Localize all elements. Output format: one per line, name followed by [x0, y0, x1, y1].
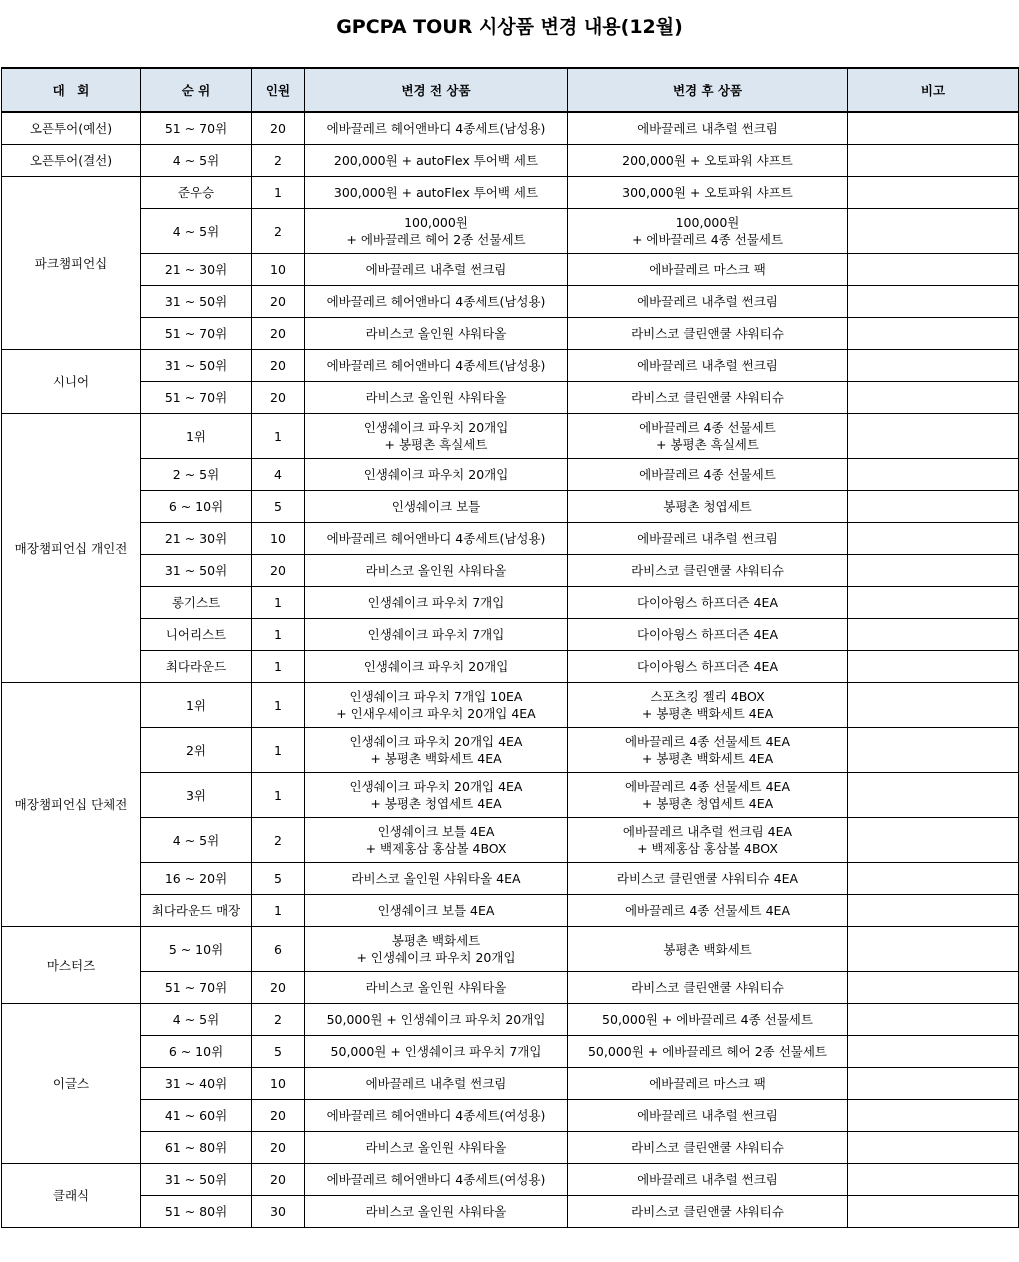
after-prize-line: + 에바끌레르 4종 선물세트	[631, 232, 784, 247]
after-prize-line: 에바끌레르 내추럴 썬크림	[637, 1172, 778, 1187]
count-cell: 1	[252, 177, 305, 209]
rank-cell: 4 ~ 5위	[141, 209, 252, 254]
before-prize-line: 에바끌레르 내추럴 썬크림	[365, 262, 507, 277]
table-row	[2, 491, 1019, 523]
table-row	[2, 1004, 1019, 1036]
after-prize-line: + 봉평촌 흑실세트	[656, 437, 759, 452]
rank-cell: 4 ~ 5위	[141, 1004, 252, 1036]
after-prize-cell	[568, 773, 848, 818]
after-prize-line: 라비스코 클린앤쿨 샤워티슈	[631, 326, 784, 341]
after-prize-line: 100,000원	[675, 215, 740, 230]
note-cell	[848, 177, 1019, 209]
count-cell: 1	[252, 683, 305, 728]
after-prize-line: 에바끌레르 내추럴 썬크림	[637, 294, 778, 309]
after-prize-line: 에바끌레르 4종 선물세트 4EA	[624, 779, 791, 794]
after-prize-line: 다이아윙스 하프더즌 4EA	[636, 659, 779, 674]
rank-cell: 3위	[141, 773, 252, 818]
count-cell: 20	[252, 1132, 305, 1164]
count-cell: 5	[252, 863, 305, 895]
before-prize-line: 인생쉐이크 파우치 7개입	[367, 627, 505, 642]
count-cell: 10	[252, 1068, 305, 1100]
before-prize-cell	[305, 1100, 568, 1132]
count-cell: 20	[252, 972, 305, 1004]
after-prize-line: 다이아윙스 하프더즌 4EA	[636, 595, 779, 610]
count-cell: 1	[252, 773, 305, 818]
table-row	[2, 587, 1019, 619]
header-row	[2, 68, 1019, 112]
after-prize-cell	[568, 587, 848, 619]
note-cell	[848, 1068, 1019, 1100]
after-prize-cell	[568, 459, 848, 491]
table-row	[2, 728, 1019, 773]
before-prize-cell	[305, 1196, 568, 1228]
rank-cell: 준우승	[141, 177, 252, 209]
rank-cell: 4 ~ 5위	[141, 145, 252, 177]
after-prize-line: 200,000원 + 오토파워 샤프트	[622, 153, 793, 168]
before-prize-cell	[305, 318, 568, 350]
after-prize-line: 에바끌레르 내추럴 썬크림	[637, 1108, 778, 1123]
after-prize-cell	[568, 1068, 848, 1100]
note-cell	[848, 619, 1019, 651]
prize-change-table	[1, 67, 1019, 1228]
table-row	[2, 1036, 1019, 1068]
before-prize-cell	[305, 1004, 568, 1036]
after-prize-line: 에바끌레르 마스크 팩	[649, 1076, 766, 1091]
after-prize-cell	[568, 177, 848, 209]
note-cell	[848, 318, 1019, 350]
table-row	[2, 773, 1019, 818]
header-count: 인원	[252, 68, 305, 112]
before-prize-cell	[305, 491, 568, 523]
after-prize-line: 에바끌레르 4종 선물세트	[639, 420, 776, 435]
after-prize-cell	[568, 112, 848, 145]
table-row	[2, 1196, 1019, 1228]
note-cell	[848, 459, 1019, 491]
table-row	[2, 350, 1019, 382]
before-prize-cell	[305, 112, 568, 145]
after-prize-line: 라비스코 클린앤쿨 샤워티슈	[631, 1204, 784, 1219]
header-note: 비고	[848, 68, 1019, 112]
before-prize-line: 인생쉐이크 파우치 7개입	[367, 595, 505, 610]
tournament-cell: 마스터즈	[2, 927, 141, 1004]
after-prize-cell	[568, 1164, 848, 1196]
before-prize-cell	[305, 895, 568, 927]
table-row	[2, 555, 1019, 587]
before-prize-cell	[305, 1068, 568, 1100]
rank-cell: 51 ~ 70위	[141, 972, 252, 1004]
after-prize-line: 라비스코 클린앤쿨 샤워티슈 4EA	[616, 871, 799, 886]
rank-cell: 5 ~ 10위	[141, 927, 252, 972]
before-prize-cell	[305, 818, 568, 863]
count-cell: 4	[252, 459, 305, 491]
rank-cell: 21 ~ 30위	[141, 523, 252, 555]
before-prize-line: + 봉평촌 흑실세트	[384, 437, 488, 452]
count-cell: 5	[252, 491, 305, 523]
table-row	[2, 1100, 1019, 1132]
table-row	[2, 1132, 1019, 1164]
after-prize-cell	[568, 818, 848, 863]
count-cell: 2	[252, 209, 305, 254]
before-prize-cell	[305, 555, 568, 587]
header-before: 변경 전 상품	[305, 68, 568, 112]
after-prize-line: 라비스코 클린앤쿨 샤워티슈	[631, 563, 784, 578]
count-cell: 2	[252, 145, 305, 177]
rank-cell: 51 ~ 70위	[141, 112, 252, 145]
after-prize-line: 50,000원 + 에바끌레르 헤어 2종 선물세트	[587, 1044, 827, 1059]
after-prize-line: 봉평촌 청엽세트	[663, 499, 752, 514]
note-cell	[848, 286, 1019, 318]
note-cell	[848, 112, 1019, 145]
note-cell	[848, 1196, 1019, 1228]
before-prize-line: 인생쉐이크 파우치 20개입	[363, 420, 509, 435]
rank-cell: 6 ~ 10위	[141, 491, 252, 523]
after-prize-line: 라비스코 클린앤쿨 샤워티슈	[631, 980, 784, 995]
note-cell	[848, 1036, 1019, 1068]
after-prize-line: + 봉평촌 백화세트 4EA	[641, 706, 774, 721]
before-prize-line: 인생쉐이크 파우치 20개입	[363, 467, 509, 482]
before-prize-cell	[305, 1132, 568, 1164]
before-prize-line: 인생쉐이크 보틀	[391, 499, 481, 514]
before-prize-line: 인생쉐이크 파우치 20개입 4EA	[349, 734, 523, 749]
table-row	[2, 895, 1019, 927]
rank-cell: 최다라운드	[141, 651, 252, 683]
before-prize-cell	[305, 587, 568, 619]
before-prize-line: 300,000원 + autoFlex 투어백 세트	[333, 185, 539, 200]
table-row	[2, 414, 1019, 459]
note-cell	[848, 587, 1019, 619]
before-prize-line: + 봉평촌 백화세트 4EA	[370, 751, 502, 766]
before-prize-line: + 백제홍삼 홍삼볼 4BOX	[365, 841, 507, 856]
rank-cell: 61 ~ 80위	[141, 1132, 252, 1164]
rank-cell: 51 ~ 70위	[141, 382, 252, 414]
after-prize-line: 에바끌레르 내추럴 썬크림	[637, 531, 778, 546]
header-rank: 순 위	[141, 68, 252, 112]
tournament-cell: 파크챔피언십	[2, 177, 141, 350]
after-prize-line: 스포츠킹 젤리 4BOX	[650, 689, 765, 704]
note-cell	[848, 1100, 1019, 1132]
note-cell	[848, 1004, 1019, 1036]
rank-cell: 21 ~ 30위	[141, 254, 252, 286]
before-prize-cell	[305, 1036, 568, 1068]
after-prize-cell	[568, 350, 848, 382]
note-cell	[848, 773, 1019, 818]
note-cell	[848, 1164, 1019, 1196]
count-cell: 10	[252, 254, 305, 286]
before-prize-cell	[305, 254, 568, 286]
page-title: GPCPA TOUR 시상품 변경 내용(12월)	[336, 16, 683, 38]
table-row	[2, 619, 1019, 651]
count-cell: 20	[252, 555, 305, 587]
before-prize-line: 에바끌레르 헤어앤바디 4종세트(여성용)	[326, 1172, 546, 1187]
note-cell	[848, 209, 1019, 254]
count-cell: 1	[252, 651, 305, 683]
after-prize-cell	[568, 145, 848, 177]
tournament-cell: 매장챔피언십 개인전	[2, 414, 141, 683]
after-prize-line: + 백제홍삼 홍삼볼 4BOX	[637, 841, 778, 856]
before-prize-line: + 인새우세이크 파우치 20개입 4EA	[336, 706, 536, 721]
note-cell	[848, 818, 1019, 863]
count-cell: 2	[252, 1004, 305, 1036]
note-cell	[848, 895, 1019, 927]
after-prize-cell	[568, 523, 848, 555]
after-prize-cell	[568, 619, 848, 651]
table-row	[2, 1164, 1019, 1196]
before-prize-cell	[305, 619, 568, 651]
header-tournament: 대 회	[2, 68, 141, 112]
note-cell	[848, 350, 1019, 382]
note-cell	[848, 254, 1019, 286]
before-prize-cell	[305, 927, 568, 972]
after-prize-line: 에바끌레르 내추럴 썬크림	[637, 121, 778, 136]
rank-cell: 31 ~ 40위	[141, 1068, 252, 1100]
before-prize-line: 라비스코 올인원 샤워타올	[365, 563, 507, 578]
before-prize-line: 라비스코 올인원 샤워타올	[365, 980, 507, 995]
after-prize-cell	[568, 1004, 848, 1036]
before-prize-line: 50,000원 + 인생쉐이크 파우치 20개입	[326, 1012, 546, 1027]
before-prize-line: 에바끌레르 헤어앤바디 4종세트(여성용)	[326, 1108, 546, 1123]
before-prize-line: 에바끌레르 헤어앤바디 4종세트(남성용)	[326, 531, 546, 546]
after-prize-line: 에바끌레르 4종 선물세트 4EA	[624, 903, 791, 918]
rank-cell: 롱기스트	[141, 587, 252, 619]
count-cell: 1	[252, 414, 305, 459]
after-prize-line: + 봉평촌 청엽세트 4EA	[641, 796, 774, 811]
count-cell: 1	[252, 587, 305, 619]
after-prize-cell	[568, 728, 848, 773]
before-prize-line: 봉평촌 백화세트	[391, 933, 481, 948]
before-prize-line: 200,000원 + autoFlex 투어백 세트	[333, 153, 539, 168]
rank-cell: 51 ~ 70위	[141, 318, 252, 350]
rank-cell: 2 ~ 5위	[141, 459, 252, 491]
rank-cell: 41 ~ 60위	[141, 1100, 252, 1132]
after-prize-line: 에바끌레르 내추럴 썬크림	[637, 358, 778, 373]
after-prize-cell	[568, 651, 848, 683]
rank-cell: 2위	[141, 728, 252, 773]
tournament-cell: 이글스	[2, 1004, 141, 1164]
count-cell: 2	[252, 818, 305, 863]
rank-cell: 31 ~ 50위	[141, 555, 252, 587]
before-prize-line: 라비스코 올인원 샤워타올	[365, 1140, 507, 1155]
after-prize-cell	[568, 414, 848, 459]
before-prize-cell	[305, 177, 568, 209]
rank-cell: 51 ~ 80위	[141, 1196, 252, 1228]
before-prize-cell	[305, 972, 568, 1004]
after-prize-line: 300,000원 + 오토파워 샤프트	[622, 185, 793, 200]
table-row	[2, 177, 1019, 209]
count-cell: 6	[252, 927, 305, 972]
after-prize-line: 라비스코 클린앤쿨 샤워티슈	[631, 1140, 784, 1155]
table-row	[2, 818, 1019, 863]
after-prize-cell	[568, 863, 848, 895]
count-cell: 1	[252, 728, 305, 773]
rank-cell: 최다라운드 매장	[141, 895, 252, 927]
note-cell	[848, 683, 1019, 728]
after-prize-cell	[568, 927, 848, 972]
before-prize-line: 라비스코 올인원 샤워타올 4EA	[351, 871, 521, 886]
rank-cell: 4 ~ 5위	[141, 818, 252, 863]
count-cell: 20	[252, 286, 305, 318]
before-prize-cell	[305, 651, 568, 683]
table-body	[2, 112, 1019, 1228]
before-prize-line: 50,000원 + 인생쉐이크 파우치 7개입	[330, 1044, 542, 1059]
tournament-cell: 클래식	[2, 1164, 141, 1228]
count-cell: 20	[252, 350, 305, 382]
rank-cell: 31 ~ 50위	[141, 350, 252, 382]
before-prize-cell	[305, 1164, 568, 1196]
before-prize-line: 에바끌레르 내추럴 썬크림	[365, 1076, 507, 1091]
count-cell: 1	[252, 619, 305, 651]
rank-cell: 1위	[141, 683, 252, 728]
before-prize-cell	[305, 459, 568, 491]
after-prize-cell	[568, 286, 848, 318]
before-prize-line: 에바끌레르 헤어앤바디 4종세트(남성용)	[326, 121, 546, 136]
before-prize-line: 인생쉐이크 파우치 20개입 4EA	[349, 779, 523, 794]
after-prize-cell	[568, 555, 848, 587]
before-prize-line: 에바끌레르 헤어앤바디 4종세트(남성용)	[326, 294, 546, 309]
count-cell: 20	[252, 382, 305, 414]
before-prize-cell	[305, 683, 568, 728]
before-prize-cell	[305, 863, 568, 895]
table-row	[2, 209, 1019, 254]
tournament-cell: 매장챔피언십 단체전	[2, 683, 141, 927]
after-prize-cell	[568, 895, 848, 927]
after-prize-cell	[568, 382, 848, 414]
after-prize-cell	[568, 683, 848, 728]
note-cell	[848, 927, 1019, 972]
table-row	[2, 382, 1019, 414]
before-prize-cell	[305, 414, 568, 459]
note-cell	[848, 1132, 1019, 1164]
before-prize-line: 인생쉐이크 파우치 7개입 10EA	[349, 689, 523, 704]
after-prize-cell	[568, 491, 848, 523]
table-row	[2, 286, 1019, 318]
count-cell: 20	[252, 1100, 305, 1132]
table-row	[2, 651, 1019, 683]
before-prize-line: 인생쉐이크 파우치 20개입	[363, 659, 509, 674]
before-prize-line: + 에바끌레르 헤어 2종 선물세트	[346, 232, 526, 247]
note-cell	[848, 728, 1019, 773]
before-prize-line: 100,000원	[404, 215, 468, 230]
after-prize-line: 에바끌레르 4종 선물세트 4EA	[624, 734, 791, 749]
note-cell	[848, 414, 1019, 459]
table-row	[2, 523, 1019, 555]
note-cell	[848, 382, 1019, 414]
note-cell	[848, 972, 1019, 1004]
note-cell	[848, 863, 1019, 895]
table-row	[2, 683, 1019, 728]
before-prize-cell	[305, 728, 568, 773]
count-cell: 5	[252, 1036, 305, 1068]
before-prize-cell	[305, 382, 568, 414]
table-row	[2, 145, 1019, 177]
before-prize-line: + 봉평촌 청엽세트 4EA	[370, 796, 502, 811]
after-prize-line: + 봉평촌 백화세트 4EA	[641, 751, 774, 766]
after-prize-cell	[568, 1100, 848, 1132]
note-cell	[848, 145, 1019, 177]
before-prize-line: 인생쉐이크 보틀 4EA	[377, 824, 495, 839]
before-prize-cell	[305, 523, 568, 555]
before-prize-line: 인생쉐이크 보틀 4EA	[377, 903, 495, 918]
rank-cell: 1위	[141, 414, 252, 459]
before-prize-cell	[305, 773, 568, 818]
tournament-cell: 오픈투어(결선)	[2, 145, 141, 177]
after-prize-line: 봉평촌 백화세트	[663, 941, 752, 957]
after-prize-cell	[568, 1132, 848, 1164]
before-prize-cell	[305, 350, 568, 382]
table-row	[2, 927, 1019, 972]
header-after: 변경 후 상품	[568, 68, 848, 112]
note-cell	[848, 555, 1019, 587]
before-prize-line: 에바끌레르 헤어앤바디 4종세트(남성용)	[326, 358, 546, 373]
count-cell: 20	[252, 112, 305, 145]
count-cell: 10	[252, 523, 305, 555]
table-row	[2, 254, 1019, 286]
note-cell	[848, 491, 1019, 523]
after-prize-line: 라비스코 클린앤쿨 샤워티슈	[631, 390, 784, 405]
before-prize-cell	[305, 209, 568, 254]
note-cell	[848, 651, 1019, 683]
count-cell: 20	[252, 318, 305, 350]
after-prize-cell	[568, 209, 848, 254]
after-prize-cell	[568, 972, 848, 1004]
after-prize-line: 50,000원 + 에바끌레르 4종 선물세트	[602, 1012, 813, 1027]
table-row	[2, 112, 1019, 145]
table-row	[2, 1068, 1019, 1100]
before-prize-line: + 인생쉐이크 파우치 20개입	[356, 950, 516, 965]
before-prize-cell	[305, 286, 568, 318]
after-prize-line: 에바끌레르 마스크 팩	[649, 262, 766, 277]
table-row	[2, 318, 1019, 350]
after-prize-cell	[568, 1036, 848, 1068]
after-prize-cell	[568, 318, 848, 350]
count-cell: 30	[252, 1196, 305, 1228]
rank-cell: 31 ~ 50위	[141, 1164, 252, 1196]
before-prize-line: 라비스코 올인원 샤워타올	[365, 1204, 507, 1219]
rank-cell: 16 ~ 20위	[141, 863, 252, 895]
before-prize-line: 라비스코 올인원 샤워타올	[365, 390, 507, 405]
rank-cell: 니어리스트	[141, 619, 252, 651]
tournament-cell: 오픈투어(예선)	[2, 112, 141, 145]
rank-cell: 6 ~ 10위	[141, 1036, 252, 1068]
rank-cell: 31 ~ 50위	[141, 286, 252, 318]
before-prize-cell	[305, 145, 568, 177]
tournament-cell: 시니어	[2, 350, 141, 414]
table-row	[2, 863, 1019, 895]
table-row	[2, 459, 1019, 491]
after-prize-line: 에바끌레르 내추럴 썬크림 4EA	[622, 824, 793, 839]
after-prize-line: 에바끌레르 4종 선물세트	[639, 467, 776, 482]
before-prize-line: 라비스코 올인원 샤워타올	[365, 326, 507, 341]
table-row	[2, 972, 1019, 1004]
count-cell: 1	[252, 895, 305, 927]
count-cell: 20	[252, 1164, 305, 1196]
note-cell	[848, 523, 1019, 555]
after-prize-line: 다이아윙스 하프더즌 4EA	[636, 627, 779, 642]
after-prize-cell	[568, 254, 848, 286]
after-prize-cell	[568, 1196, 848, 1228]
